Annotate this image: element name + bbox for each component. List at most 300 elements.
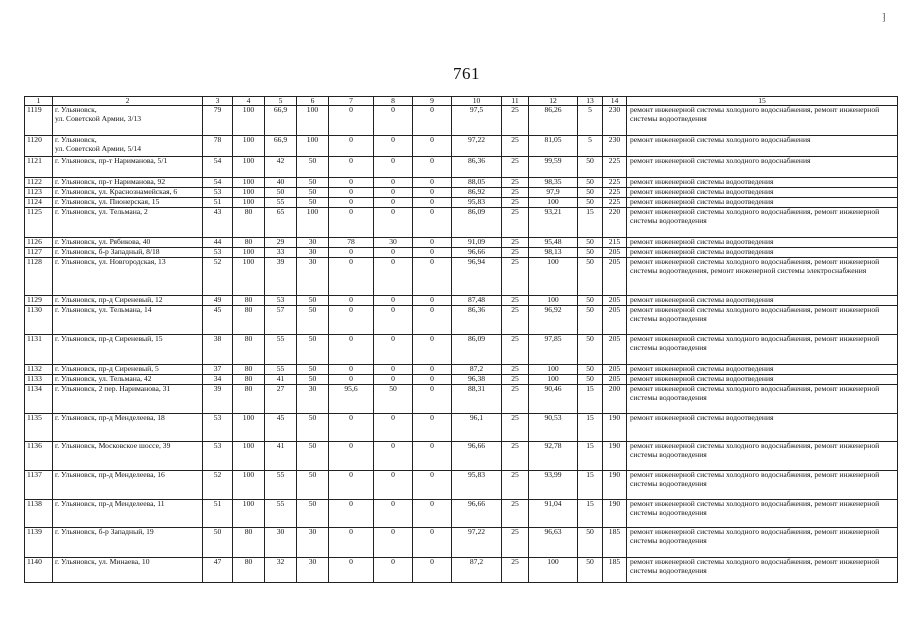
col-9: 0 (413, 375, 452, 385)
row-number: 1133 (25, 375, 53, 385)
table-row (25, 136, 898, 157)
col-13: 15 (578, 385, 603, 414)
col-8: 50 (374, 385, 413, 414)
col-13: 15 (578, 414, 603, 442)
work-description: ремонт инженерной системы водоотведения (627, 248, 898, 258)
col-13: 50 (578, 157, 603, 178)
col-7: 0 (329, 248, 374, 258)
row-number: 1139 (25, 528, 53, 558)
data-table (24, 96, 898, 583)
col-6: 50 (297, 335, 329, 365)
col-7: 0 (329, 188, 374, 198)
col-7: 0 (329, 558, 374, 583)
col-14: 225 (603, 178, 627, 188)
row-number: 1138 (25, 500, 53, 528)
col-8: 0 (374, 296, 413, 306)
col-12: 100 (529, 375, 578, 385)
row-number: 1129 (25, 296, 53, 306)
col-13: 50 (578, 258, 603, 296)
col-11: 25 (502, 558, 529, 583)
col-11: 25 (502, 106, 529, 136)
col-6: 50 (297, 198, 329, 208)
table-row (25, 188, 898, 198)
row-number: 1119 (25, 106, 53, 136)
col-9: 0 (413, 385, 452, 414)
col-6: 30 (297, 248, 329, 258)
col-4: 100 (233, 442, 265, 471)
col-7: 0 (329, 414, 374, 442)
col-4: 80 (233, 335, 265, 365)
col-13: 50 (578, 335, 603, 365)
col-11: 25 (502, 385, 529, 414)
col-14: 225 (603, 188, 627, 198)
col-11: 25 (502, 442, 529, 471)
col-7: 95,6 (329, 385, 374, 414)
column-header-4: 4 (233, 97, 265, 106)
col-9: 0 (413, 528, 452, 558)
address: г. Ульяновск, ул. Советской Армии, 3/13 (53, 106, 203, 136)
col-3: 54 (203, 157, 233, 178)
col-12: 93,99 (529, 471, 578, 500)
col-4: 100 (233, 106, 265, 136)
address: г. Ульяновск, пр-т Нариманова, 5/1 (53, 157, 203, 178)
col-10: 87,48 (452, 296, 502, 306)
work-description: ремонт инженерной системы водоотведения (627, 188, 898, 198)
col-10: 96,38 (452, 375, 502, 385)
col-9: 0 (413, 558, 452, 583)
work-description: ремонт инженерной системы холодного водоснабжения, ремонт инженерной системы водоотведения (627, 528, 898, 558)
work-description: ремонт инженерной системы водоотведения (627, 198, 898, 208)
col-3: 53 (203, 248, 233, 258)
col-11: 25 (502, 306, 529, 335)
col-3: 78 (203, 136, 233, 157)
col-8: 30 (374, 238, 413, 248)
row-number: 1130 (25, 306, 53, 335)
col-5: 55 (265, 500, 297, 528)
col-7: 0 (329, 471, 374, 500)
row-number: 1131 (25, 335, 53, 365)
col-13: 15 (578, 442, 603, 471)
col-6: 50 (297, 306, 329, 335)
col-5: 55 (265, 335, 297, 365)
col-6: 50 (297, 500, 329, 528)
scan-mark: ⁆ (882, 12, 886, 22)
row-number: 1127 (25, 248, 53, 258)
column-header-14: 14 (603, 97, 627, 106)
col-4: 100 (233, 471, 265, 500)
address: г. Ульяновск, пр-д Сиреневый, 5 (53, 365, 203, 375)
col-5: 29 (265, 238, 297, 248)
col-12: 100 (529, 558, 578, 583)
table-row (25, 258, 898, 296)
col-11: 25 (502, 414, 529, 442)
col-10: 86,09 (452, 335, 502, 365)
work-description: ремонт инженерной системы водоотведения (627, 296, 898, 306)
col-4: 80 (233, 528, 265, 558)
col-8: 0 (374, 248, 413, 258)
col-14: 220 (603, 208, 627, 238)
col-3: 53 (203, 414, 233, 442)
column-header-3: 3 (203, 97, 233, 106)
col-9: 0 (413, 248, 452, 258)
col-12: 97,9 (529, 188, 578, 198)
address: г. Ульяновск, пр-д Менделеева, 18 (53, 414, 203, 442)
col-3: 47 (203, 558, 233, 583)
col-4: 80 (233, 296, 265, 306)
col-4: 80 (233, 208, 265, 238)
col-14: 185 (603, 558, 627, 583)
col-12: 95,48 (529, 238, 578, 248)
col-4: 100 (233, 500, 265, 528)
col-8: 0 (374, 258, 413, 296)
col-8: 0 (374, 198, 413, 208)
col-11: 25 (502, 208, 529, 238)
col-4: 100 (233, 248, 265, 258)
row-number: 1122 (25, 178, 53, 188)
col-8: 0 (374, 157, 413, 178)
col-12: 99,59 (529, 157, 578, 178)
col-7: 0 (329, 500, 374, 528)
col-14: 205 (603, 375, 627, 385)
work-description: ремонт инженерной системы холодного водоснабжения, ремонт инженерной системы водоотведения, ремонт инженерной системы электроснабжения (627, 258, 898, 296)
col-9: 0 (413, 296, 452, 306)
page-number: 761 (453, 64, 480, 83)
col-5: 30 (265, 528, 297, 558)
col-9: 0 (413, 335, 452, 365)
column-header-11: 11 (502, 97, 529, 106)
col-9: 0 (413, 500, 452, 528)
col-12: 86,26 (529, 106, 578, 136)
col-13: 50 (578, 238, 603, 248)
col-6: 50 (297, 296, 329, 306)
col-6: 30 (297, 385, 329, 414)
work-description: ремонт инженерной системы водоотведения (627, 414, 898, 442)
col-14: 205 (603, 306, 627, 335)
col-7: 0 (329, 258, 374, 296)
col-4: 80 (233, 306, 265, 335)
col-11: 25 (502, 365, 529, 375)
col-13: 50 (578, 198, 603, 208)
col-14: 215 (603, 238, 627, 248)
col-4: 100 (233, 198, 265, 208)
address: г. Ульяновск, пр-д Сиреневый, 15 (53, 335, 203, 365)
work-description: ремонт инженерной системы холодного водоснабжения (627, 157, 898, 178)
col-10: 96,66 (452, 500, 502, 528)
col-14: 205 (603, 335, 627, 365)
col-12: 96,92 (529, 306, 578, 335)
address: г. Ульяновск, б-р Западный, 8/18 (53, 248, 203, 258)
col-4: 80 (233, 558, 265, 583)
col-11: 25 (502, 500, 529, 528)
col-14: 230 (603, 136, 627, 157)
col-13: 50 (578, 528, 603, 558)
col-9: 0 (413, 258, 452, 296)
col-10: 86,36 (452, 157, 502, 178)
col-5: 55 (265, 471, 297, 500)
col-5: 40 (265, 178, 297, 188)
col-10: 91,09 (452, 238, 502, 248)
col-5: 57 (265, 306, 297, 335)
col-9: 0 (413, 442, 452, 471)
row-number: 1126 (25, 238, 53, 248)
col-13: 50 (578, 188, 603, 198)
col-3: 39 (203, 385, 233, 414)
col-7: 78 (329, 238, 374, 248)
col-10: 87,2 (452, 365, 502, 375)
address: г. Ульяновск, ул. Пионерская, 15 (53, 198, 203, 208)
col-5: 50 (265, 188, 297, 198)
col-12: 81,05 (529, 136, 578, 157)
work-description: ремонт инженерной системы холодного водоснабжения, ремонт инженерной системы водоотведения (627, 558, 898, 583)
col-11: 25 (502, 335, 529, 365)
table-row (25, 157, 898, 178)
address: г. Ульяновск, ул. Рябикова, 40 (53, 238, 203, 248)
col-3: 52 (203, 471, 233, 500)
col-5: 32 (265, 558, 297, 583)
col-3: 53 (203, 188, 233, 198)
address: г. Ульяновск, ул. Минаева, 10 (53, 558, 203, 583)
work-description: ремонт инженерной системы холодного водоснабжения, ремонт инженерной системы водоотведения (627, 385, 898, 414)
col-3: 34 (203, 375, 233, 385)
col-11: 25 (502, 198, 529, 208)
col-11: 25 (502, 296, 529, 306)
col-6: 50 (297, 178, 329, 188)
column-header-9: 9 (413, 97, 452, 106)
col-12: 90,53 (529, 414, 578, 442)
address: г. Ульяновск, ул. Тельмана, 2 (53, 208, 203, 238)
work-description: ремонт инженерной системы водоотведения (627, 178, 898, 188)
col-5: 33 (265, 248, 297, 258)
col-10: 88,31 (452, 385, 502, 414)
col-11: 25 (502, 375, 529, 385)
col-4: 100 (233, 188, 265, 198)
address: г. Ульяновск, ул. Тельмана, 14 (53, 306, 203, 335)
col-8: 0 (374, 178, 413, 188)
col-10: 95,83 (452, 198, 502, 208)
col-11: 25 (502, 471, 529, 500)
work-description: ремонт инженерной системы холодного водоснабжения, ремонт инженерной системы водоотведения (627, 208, 898, 238)
col-5: 66,9 (265, 106, 297, 136)
col-14: 190 (603, 414, 627, 442)
table-row (25, 414, 898, 442)
work-description: ремонт инженерной системы холодного водоснабжения, ремонт инженерной системы водоотведения (627, 500, 898, 528)
table-row (25, 306, 898, 335)
table-row (25, 178, 898, 188)
col-10: 86,92 (452, 188, 502, 198)
column-header-12: 12 (529, 97, 578, 106)
col-7: 0 (329, 375, 374, 385)
col-6: 30 (297, 528, 329, 558)
table-row (25, 198, 898, 208)
row-number: 1123 (25, 188, 53, 198)
row-number: 1134 (25, 385, 53, 414)
col-9: 0 (413, 414, 452, 442)
address: г. Ульяновск, пр-д Сиреневый, 12 (53, 296, 203, 306)
col-10: 96,66 (452, 248, 502, 258)
col-8: 0 (374, 106, 413, 136)
col-3: 44 (203, 238, 233, 248)
table-row (25, 385, 898, 414)
col-5: 66,9 (265, 136, 297, 157)
col-8: 0 (374, 136, 413, 157)
col-5: 55 (265, 365, 297, 375)
table-body (25, 97, 898, 583)
col-13: 50 (578, 306, 603, 335)
table-row (25, 528, 898, 558)
row-number: 1140 (25, 558, 53, 583)
col-11: 25 (502, 157, 529, 178)
col-9: 0 (413, 136, 452, 157)
table-row (25, 471, 898, 500)
col-5: 39 (265, 258, 297, 296)
col-11: 25 (502, 248, 529, 258)
col-6: 50 (297, 365, 329, 375)
col-5: 27 (265, 385, 297, 414)
col-6: 50 (297, 414, 329, 442)
col-12: 100 (529, 198, 578, 208)
address: г. Ульяновск, ул. Тельмана, 42 (53, 375, 203, 385)
col-12: 100 (529, 296, 578, 306)
col-3: 51 (203, 500, 233, 528)
work-description: ремонт инженерной системы холодного водоснабжения, ремонт инженерной системы водоотведения (627, 442, 898, 471)
column-header-15: 15 (627, 97, 898, 106)
address: г. Ульяновск, ул. Советской Армии, 5/14 (53, 136, 203, 157)
col-9: 0 (413, 471, 452, 500)
col-10: 95,83 (452, 471, 502, 500)
row-number: 1136 (25, 442, 53, 471)
col-14: 190 (603, 471, 627, 500)
col-7: 0 (329, 365, 374, 375)
col-8: 0 (374, 471, 413, 500)
col-5: 42 (265, 157, 297, 178)
col-14: 190 (603, 442, 627, 471)
col-12: 90,46 (529, 385, 578, 414)
col-11: 25 (502, 136, 529, 157)
col-8: 0 (374, 558, 413, 583)
address: г. Ульяновск, 2 пер. Нариманова, 31 (53, 385, 203, 414)
col-9: 0 (413, 106, 452, 136)
col-10: 97,22 (452, 136, 502, 157)
column-header-6: 6 (297, 97, 329, 106)
col-4: 80 (233, 238, 265, 248)
col-4: 80 (233, 375, 265, 385)
column-header-13: 13 (578, 97, 603, 106)
address: г. Ульяновск, пр-д Менделеева, 11 (53, 500, 203, 528)
col-13: 15 (578, 500, 603, 528)
col-6: 30 (297, 558, 329, 583)
col-3: 53 (203, 442, 233, 471)
col-4: 80 (233, 365, 265, 375)
work-description: ремонт инженерной системы водоотведения (627, 375, 898, 385)
col-14: 205 (603, 258, 627, 296)
col-13: 15 (578, 471, 603, 500)
col-6: 30 (297, 258, 329, 296)
header-row (25, 97, 898, 106)
row-number: 1137 (25, 471, 53, 500)
col-12: 100 (529, 365, 578, 375)
table-row (25, 558, 898, 583)
col-6: 100 (297, 208, 329, 238)
col-12: 91,04 (529, 500, 578, 528)
col-11: 25 (502, 238, 529, 248)
row-number: 1132 (25, 365, 53, 375)
col-14: 200 (603, 385, 627, 414)
col-13: 15 (578, 208, 603, 238)
column-header-8: 8 (374, 97, 413, 106)
col-9: 0 (413, 178, 452, 188)
col-8: 0 (374, 375, 413, 385)
table-row (25, 296, 898, 306)
col-12: 98,35 (529, 178, 578, 188)
col-7: 0 (329, 178, 374, 188)
work-description: ремонт инженерной системы холодного водоснабжения, ремонт инженерной системы водоотведения (627, 106, 898, 136)
col-8: 0 (374, 306, 413, 335)
col-11: 25 (502, 188, 529, 198)
column-header-2: 2 (53, 97, 203, 106)
col-3: 50 (203, 528, 233, 558)
row-number: 1128 (25, 258, 53, 296)
col-8: 0 (374, 208, 413, 238)
col-14: 230 (603, 106, 627, 136)
col-10: 96,94 (452, 258, 502, 296)
col-9: 0 (413, 365, 452, 375)
col-12: 96,63 (529, 528, 578, 558)
col-6: 50 (297, 442, 329, 471)
table-row (25, 238, 898, 248)
col-10: 87,2 (452, 558, 502, 583)
col-14: 225 (603, 157, 627, 178)
col-6: 50 (297, 157, 329, 178)
table-row (25, 248, 898, 258)
column-header-5: 5 (265, 97, 297, 106)
address: г. Ульяновск, б-р Западный, 19 (53, 528, 203, 558)
col-11: 25 (502, 528, 529, 558)
col-10: 86,09 (452, 208, 502, 238)
col-13: 5 (578, 106, 603, 136)
col-7: 0 (329, 208, 374, 238)
col-8: 0 (374, 188, 413, 198)
work-description: ремонт инженерной системы холодного водоснабжения (627, 136, 898, 157)
col-14: 190 (603, 500, 627, 528)
col-3: 38 (203, 335, 233, 365)
col-3: 79 (203, 106, 233, 136)
col-3: 43 (203, 208, 233, 238)
col-8: 0 (374, 528, 413, 558)
col-7: 0 (329, 106, 374, 136)
col-10: 96,1 (452, 414, 502, 442)
address: г. Ульяновск, пр-т Нариманова, 92 (53, 178, 203, 188)
col-4: 100 (233, 414, 265, 442)
col-6: 100 (297, 106, 329, 136)
col-8: 0 (374, 335, 413, 365)
col-4: 100 (233, 178, 265, 188)
col-4: 100 (233, 157, 265, 178)
col-3: 52 (203, 258, 233, 296)
col-9: 0 (413, 306, 452, 335)
col-7: 0 (329, 335, 374, 365)
col-13: 50 (578, 248, 603, 258)
table-row (25, 375, 898, 385)
table-row (25, 106, 898, 136)
col-13: 50 (578, 365, 603, 375)
col-9: 0 (413, 198, 452, 208)
work-description: ремонт инженерной системы холодного водоснабжения, ремонт инженерной системы водоотведения (627, 335, 898, 365)
col-12: 100 (529, 258, 578, 296)
col-13: 5 (578, 136, 603, 157)
column-header-7: 7 (329, 97, 374, 106)
work-description: ремонт инженерной системы водоотведения (627, 238, 898, 248)
column-header-1: 1 (25, 97, 53, 106)
